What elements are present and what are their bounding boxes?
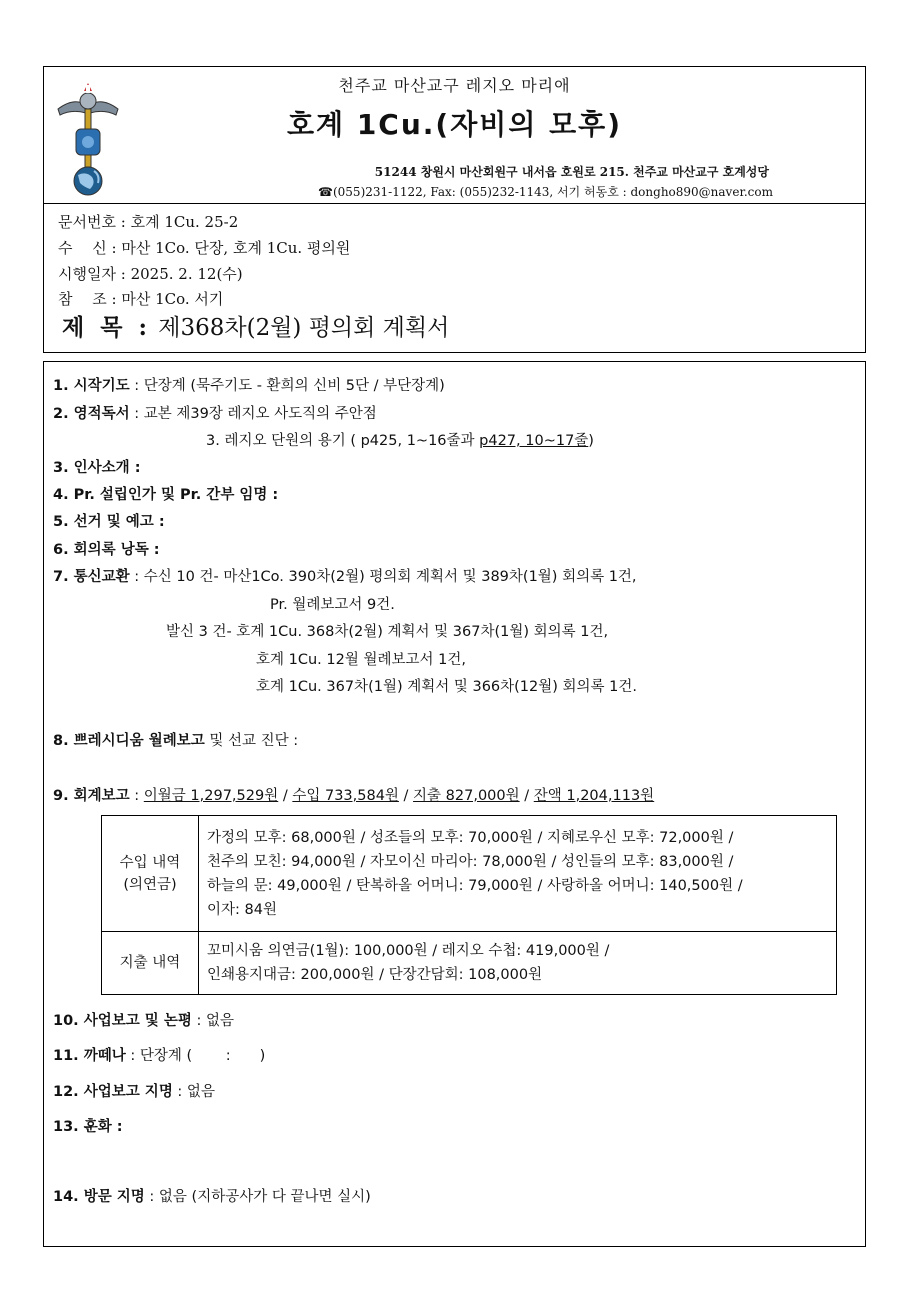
agenda-item-7-line4: 호계 1Cu. 12월 월례보고서 1건,: [256, 652, 466, 668]
doc-number-label: 문서번호 :: [58, 213, 126, 231]
agenda-item-7-line3: 발신 3 건- 호계 1Cu. 368차(2월) 계획서 및 367차(1월) 회의록 1건,: [166, 624, 609, 640]
expense-header: 지출 내역: [102, 932, 199, 995]
agenda-item-6: 6. 회의록 낭독 :: [53, 542, 160, 558]
agenda-item-12: 12. 사업보고 지명 : 없음: [53, 1084, 215, 1100]
income-total: 수입 733,584원: [292, 788, 399, 804]
council-name: 호계 1Cu.(자비의 모후): [286, 108, 623, 141]
agenda-item-7-line5: 호계 1Cu. 367차(1월) 계획서 및 366차(12월) 회의록 1건.: [256, 679, 638, 695]
agenda-item-3: 3. 인사소개 :: [53, 460, 141, 476]
doc-number-row: [58, 211, 238, 232]
agenda-item-9: 9. 회계보고 : 이월금 1,297,529원 / 수입 733,584원 / 지출 827,000원 / 잔액 1,204,113원: [53, 788, 655, 804]
agenda-item-5: 5. 선거 및 예고 :: [53, 514, 165, 530]
balance: 잔액 1,204,113원: [533, 788, 655, 804]
finance-table: [101, 815, 837, 995]
agenda-item-2-reading: 3. 레지오 단원의 용기 ( p425, 1~16줄과 p427, 10~17줄): [206, 433, 594, 449]
subject-title: 제368차(2월) 평의회 계획서: [158, 315, 450, 341]
agenda-item-13: 13. 훈화 :: [53, 1119, 123, 1135]
date-label: 시행일자 :: [58, 265, 126, 283]
contact-info: ☎(055)231-1122, Fax: (055)232-1143, 서기 허동호 : dongho890@naver.com: [318, 185, 773, 199]
page-reference-underlined: p427, 10~17줄: [479, 433, 589, 449]
letterhead: [44, 67, 865, 204]
reference-row: [58, 288, 223, 309]
agenda-item-4: 4. Pr. 설립인가 및 Pr. 간부 임명 :: [53, 487, 279, 503]
date-row: [58, 263, 243, 284]
subject-label: 제 목 :: [62, 314, 151, 341]
carry-over: 이월금 1,297,529원: [143, 788, 279, 804]
agenda-item-2: 2. 영적독서 : 교본 제39장 레지오 사도직의 주안점: [53, 406, 377, 422]
document-header: [43, 66, 866, 353]
recipient: 마산 1Co. 단장, 호계 1Cu. 평의원: [121, 239, 351, 257]
reference-label: 참 조 :: [58, 290, 117, 308]
recipient-row: [58, 237, 350, 258]
doc-number: 호계 1Cu. 25-2: [130, 213, 239, 231]
agenda-item-8: 8. 쁘레시디움 월례보고 및 선교 진단 :: [53, 733, 299, 749]
agenda-item-10: 10. 사업보고 및 논평 : 없음: [53, 1013, 235, 1029]
income-row: [102, 816, 837, 932]
subject-row: [62, 309, 449, 342]
expense-total: 지출 827,000원: [413, 788, 520, 804]
expense-details: 꼬미시움 의연금(1월): 100,000원 / 레지오 수첩: 419,000원 / 인쇄용지대금: 200,000원 / 단장간담회: 108,000원: [199, 932, 837, 995]
agenda-item-1: 1. 시작기도 : 단장계 (묵주기도 - 환희의 신비 5단 / 부단장계): [53, 378, 445, 394]
recipient-label: 수 신 :: [58, 239, 117, 257]
expense-row: [102, 932, 837, 995]
agenda-body: [43, 361, 866, 1247]
address: 51244 창원시 마산회원구 내서읍 호원로 215. 천주교 마산교구 호계성당: [374, 165, 769, 179]
reference: 마산 1Co. 서기: [121, 290, 224, 308]
agenda-item-14: 14. 방문 지명 : 없음 (지하공사가 다 끝나면 실시): [53, 1189, 371, 1205]
income-details: 가정의 모후: 68,000원 / 성조들의 모후: 70,000원 / 지혜로우신 모후: 72,000원 / 천주의 모친: 94,000원 / 자모이신 마리아: 78,000원 / 성인들의 모후: 83,000원 / 하늘의 문: 49,000원 / 탄복하올 어머니: 79,000원 / 사랑하올 어머니: 140,500원 / 이자: 84원: [199, 816, 837, 932]
issue-date: 2025. 2. 12(수): [130, 265, 243, 283]
agenda-item-11: 11. 까떼나 : 단장계 ( : ): [53, 1048, 266, 1064]
income-header: 수입 내역 (의연금): [102, 816, 199, 932]
organization-name: 천주교 마산교구 레지오 마리애: [338, 76, 571, 95]
agenda-item-7-line2: Pr. 월례보고서 9건.: [270, 597, 395, 613]
agenda-item-7: 7. 통신교환 : 수신 10 건- 마산1Co. 390차(2월) 평의회 계획서 및 389차(1월) 회의록 1건,: [53, 569, 637, 585]
